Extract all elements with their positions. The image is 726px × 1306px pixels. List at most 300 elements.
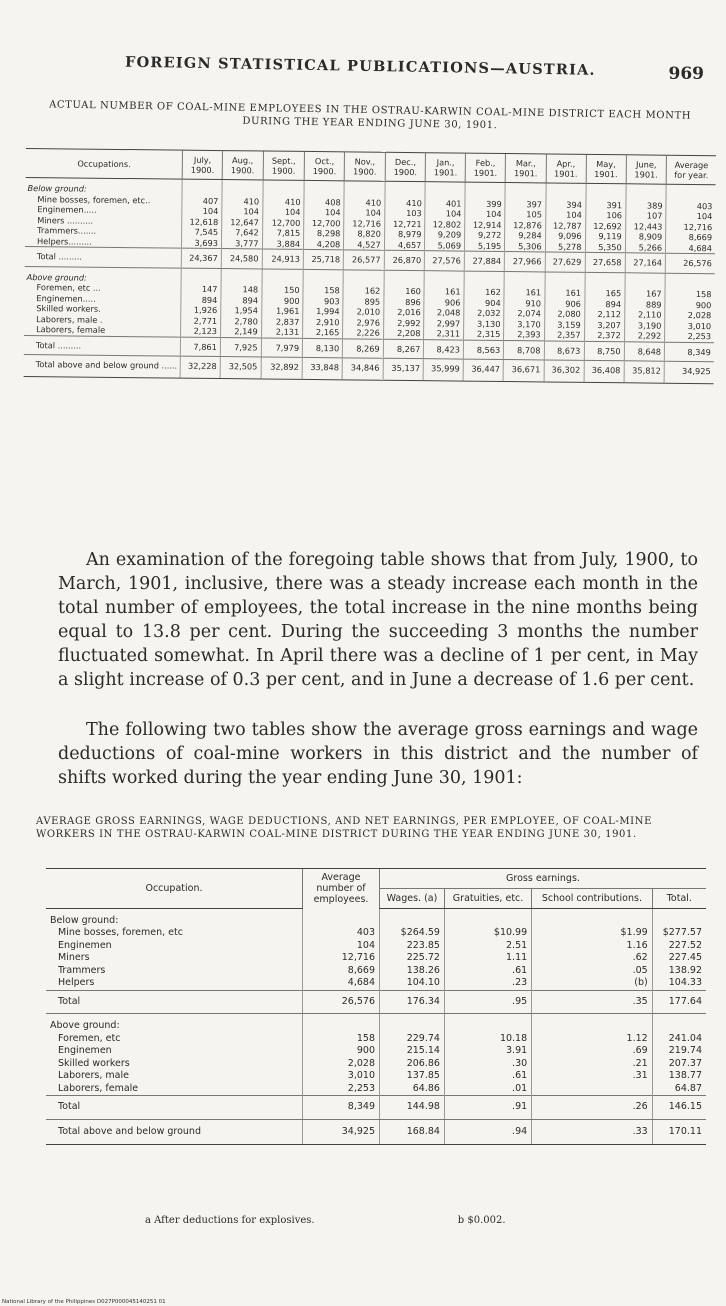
table1-cell: 12,716 (344, 218, 385, 229)
table1-cell: 2,028 (665, 310, 714, 321)
table2-cell: 3,010 (303, 1070, 380, 1083)
table1-cell: 104 (262, 206, 304, 217)
table1-cell: 8,648 (624, 341, 665, 361)
table1-cell: 2,010 (343, 306, 384, 317)
table2-row-label: Helpers (58, 977, 95, 988)
table1-cell: 2,149 (220, 326, 261, 337)
table2-row-label: Laborers, male (58, 1070, 129, 1081)
table1-cell: 2,253 (665, 331, 714, 343)
table1-header-cell: Feb., 1901. (465, 153, 506, 182)
table1-cell: 8,130 (302, 338, 342, 358)
table1-cell (505, 183, 545, 199)
table1-cell: 150 (262, 284, 304, 295)
table2-cell: $10.99 (444, 927, 531, 940)
table2-cell: 104 (303, 940, 380, 953)
table1-cell: 36,447 (463, 359, 503, 381)
table2-cell: $1.99 (532, 927, 653, 940)
table2-section-row (46, 908, 706, 927)
table1-cell: 1,994 (303, 306, 343, 317)
table1-cell: 12,618 (182, 216, 222, 227)
table1-cell: 8,820 (344, 228, 385, 239)
table2-cell: 225.72 (380, 952, 445, 965)
table1-cell: 24,367 (182, 248, 222, 268)
table1-cell: 161 (545, 287, 585, 298)
table1-cell: 147 (181, 284, 221, 295)
table1-cell: 2,074 (504, 308, 544, 319)
table1-cell: 36,408 (584, 360, 624, 382)
table1-header-cell: Aug., 1900. (222, 151, 263, 180)
table1-cell: 2,311 (424, 328, 464, 339)
table2-cell: 207.37 (652, 1058, 706, 1071)
table2-cell: 158 (303, 1033, 380, 1046)
table2-cell (303, 1014, 380, 1033)
table1-cell: 12,787 (545, 220, 585, 231)
table1-cell: 8,267 (383, 339, 424, 359)
table2-header-gross: Gross earnings. (380, 869, 707, 889)
table1-cell: 161 (424, 286, 464, 297)
table1-cell: 160 (384, 286, 425, 297)
table1-cell: 9,284 (505, 230, 545, 241)
table1-header-cell: Nov., 1900. (344, 152, 385, 181)
table2-cell (444, 908, 531, 927)
table1-cell: 2,910 (303, 316, 343, 327)
table1-cell: 161 (504, 287, 544, 298)
table1-cell: 7,979 (261, 337, 303, 357)
table1-cell (424, 270, 464, 286)
table2-header-gratuities: Gratuities, etc. (444, 888, 531, 908)
table2-cell: 403 (303, 927, 380, 940)
table1-cell: 104 (666, 211, 715, 222)
table1-title: ACTUAL NUMBER OF COAL-MINE EMPLOYEES IN THE OSTRAU-KARWIN COAL-MINE DISTRICT EACH MONTH DURING THE YEAR ENDING JUNE 30, 1901. (49, 99, 692, 132)
table2-cell: .31 (532, 1070, 653, 1083)
table2-cell: 104.33 (652, 977, 706, 990)
table2-header-occupation: Occupation. (46, 869, 303, 909)
table2-row-label: Enginemen (58, 939, 112, 951)
table1-cell: 407 (182, 195, 222, 206)
table1-cell (585, 272, 625, 288)
table1-cell: 104 (182, 206, 222, 217)
table1-cell: 894 (181, 294, 221, 305)
table1-cell: 27,576 (425, 251, 465, 271)
table1-cell: 24,913 (262, 249, 304, 269)
table2-row (46, 1058, 706, 1071)
employees-by-month-table (24, 148, 716, 384)
table1-cell: 27,629 (545, 252, 585, 272)
table2-cell (380, 1014, 445, 1033)
table1-cell: 32,892 (261, 357, 303, 379)
table2-cell: 1.11 (444, 952, 531, 965)
table1-cell: 889 (625, 299, 666, 310)
table1-cell (384, 270, 425, 286)
table2-cell: .94 (444, 1119, 531, 1145)
table2-section-label: Below ground: (50, 914, 119, 926)
table1-cell: 3,207 (584, 319, 624, 330)
table1-cell: 5,350 (585, 241, 625, 252)
table1-row-label: Laborers, female (36, 324, 106, 335)
table1-cell (262, 268, 304, 284)
table1-header-cell: Dec., 1900. (385, 152, 426, 181)
table1-cell: 3,170 (504, 319, 544, 330)
table1-cell: 8,563 (463, 340, 503, 360)
table2-cell: 138.77 (652, 1070, 706, 1083)
table1-cell: 8,708 (504, 340, 544, 360)
table1-section-label: Above ground: (26, 271, 87, 283)
table2-cell: 8,349 (303, 1096, 380, 1120)
table1-cell (425, 182, 465, 198)
table1-cell: 2,048 (424, 307, 464, 318)
table1-cell: 391 (585, 199, 625, 210)
table2-row-label: Total above and below ground (46, 1119, 303, 1145)
table1-cell (625, 272, 666, 288)
table2-row (46, 1119, 706, 1145)
table2-cell: .05 (532, 965, 653, 978)
table2-cell: 241.04 (652, 1033, 706, 1046)
table2-row (46, 1045, 706, 1058)
table1-cell (263, 180, 305, 196)
table2-row (46, 1096, 706, 1120)
table1-cell: 2,372 (584, 330, 624, 341)
table1-cell: 8,673 (544, 340, 584, 360)
table1-cell: 3,159 (544, 319, 584, 330)
table2-cell (532, 1083, 653, 1096)
table1-cell: 104 (465, 209, 505, 220)
table1-row-label: Helpers......... (36, 235, 92, 247)
table1-cell: 399 (465, 198, 505, 209)
table1-cell: 33,848 (302, 357, 342, 379)
table2-cell: .61 (444, 965, 531, 978)
table2-cell: 177.64 (652, 990, 706, 1014)
table1-cell: 36,302 (544, 360, 584, 382)
table2-section-row (46, 1014, 706, 1033)
table1-row-label: Total ......... (25, 246, 182, 267)
table2-cell: (b) (532, 977, 653, 990)
table1-cell (343, 269, 384, 285)
table1-cell: 895 (343, 296, 384, 307)
table2-cell: .69 (532, 1045, 653, 1058)
table2-row (46, 1070, 706, 1083)
table1-cell: 165 (584, 288, 624, 299)
table2-row (46, 990, 706, 1014)
table2-cell: 3.91 (444, 1045, 531, 1058)
table2-section-label: Above ground: (50, 1020, 120, 1031)
table1-cell: 2,357 (544, 329, 584, 340)
table1-cell: 8,298 (304, 228, 344, 239)
table2-cell: 144.98 (380, 1096, 445, 1120)
table1-cell: 35,137 (383, 358, 424, 380)
table2-cell: 223.85 (380, 940, 445, 953)
table1-cell: 24,580 (221, 249, 262, 269)
footnotes (145, 1215, 645, 1226)
table2-cell: 138.92 (652, 965, 706, 978)
table2-header-total: Total. (652, 888, 706, 908)
table1-cell: 27,884 (464, 251, 504, 271)
library-watermark: National Library of the Philippines D027P000045140251 01 (2, 1299, 166, 1305)
table1-row-label: Laborers, male . (36, 313, 103, 325)
table1-cell: 7,861 (181, 337, 221, 357)
table1-cell: 7,545 (182, 227, 222, 238)
table1-cell: 5,306 (505, 241, 545, 252)
table1-cell: 12,700 (262, 217, 304, 228)
table2-cell: .26 (532, 1096, 653, 1120)
table2-cell (532, 908, 653, 927)
table1-row-label: Foremen, etc ... (36, 282, 101, 293)
paragraph: The following two tables show the average gross earnings and wage deductions of coal-mine workers in this district and the number of shifts worked during the year ending June 30, 1901: (58, 720, 698, 788)
table1-cell: 2,315 (464, 329, 504, 340)
table1-cell: 401 (425, 198, 465, 209)
table1-cell: 35,999 (423, 359, 463, 381)
table2-cell: $264.59 (380, 927, 445, 940)
table2-row (46, 977, 706, 990)
table2-cell: 229.74 (380, 1033, 445, 1046)
table1-header-cell: Average for year. (666, 155, 716, 185)
table1-cell (385, 181, 426, 197)
table1-cell (182, 268, 222, 284)
table2-cell: 104.10 (380, 977, 445, 990)
table1-cell: 3,693 (182, 237, 222, 248)
table1-cell: 1,961 (261, 305, 303, 316)
table1-row-label: Mine bosses, foremen, etc.. (37, 193, 151, 205)
table1-cell: 8,349 (664, 342, 714, 362)
table1-cell: 2,780 (221, 316, 262, 327)
table1-cell: 148 (221, 284, 262, 295)
table1-header-cell: Sept., 1900. (263, 151, 305, 180)
table1-cell: 32,228 (181, 356, 221, 378)
table2-cell (303, 908, 380, 927)
table1-cell: 2,292 (624, 330, 665, 341)
table1-cell: 158 (303, 285, 343, 296)
table1-cell (504, 271, 544, 287)
table1-cell: 2,208 (383, 328, 424, 339)
table2-row-label: Miners (58, 952, 90, 963)
table1-cell: 8,909 (625, 231, 666, 242)
table2-row (46, 927, 706, 940)
table2-cell: 138.26 (380, 965, 445, 978)
table2-row (46, 952, 706, 965)
table1-cell: 32,505 (220, 357, 261, 379)
table1-row-label: Enginemen..... (37, 204, 97, 215)
table1-cell: 2,771 (181, 315, 221, 326)
table1-header-cell: July, 1900. (183, 150, 223, 179)
table2-cell: 8,669 (303, 965, 380, 978)
table1-cell: 894 (221, 295, 262, 306)
table1-cell: 167 (625, 288, 666, 299)
table1-cell: 904 (464, 297, 504, 308)
table1-cell: 12,914 (465, 219, 505, 230)
table2-cell (444, 1014, 531, 1033)
table1-cell (465, 182, 505, 198)
table1-cell: 3,777 (221, 238, 262, 249)
table2-cell: 10.18 (444, 1033, 531, 1046)
table2-cell: 2,253 (303, 1083, 380, 1096)
table2-cell: .23 (444, 977, 531, 990)
table1-cell: 410 (263, 196, 305, 207)
table1-cell (546, 183, 586, 199)
table2-cell (652, 1014, 706, 1033)
table1-cell: 4,684 (666, 242, 715, 254)
table2-header-row (46, 869, 706, 889)
table1-cell: 403 (666, 200, 715, 211)
table1-cell: 4,527 (344, 239, 385, 250)
table1-cell: 3,010 (665, 320, 714, 331)
table1-cell: 2,131 (261, 326, 303, 337)
table1-cell: 35,812 (624, 361, 665, 383)
table1-cell: 27,966 (505, 252, 545, 272)
table1-cell: 107 (625, 210, 666, 221)
table1-cell: 5,195 (465, 240, 505, 251)
table1-cell: 103 (385, 208, 426, 219)
table1-cell: 105 (505, 209, 545, 220)
table2-row (46, 940, 706, 953)
table2-header-avg: Average number of employees. (303, 869, 380, 909)
table1-cell: 1,926 (181, 305, 221, 316)
table2-row (46, 1083, 706, 1096)
table2-header-wages: Wages. (a) (380, 888, 445, 908)
table1-cell: 410 (385, 197, 426, 208)
table1-row-label: Total above and below ground ...... (24, 354, 181, 377)
table1-cell (304, 180, 344, 196)
table2-title: AVERAGE GROSS EARNINGS, WAGE DEDUCTIONS, AND NET EARNINGS, PER EMPLOYEE, OF COAL-MINE WORKERS IN THE OSTRAU-KARWIN COAL-MINE DISTRICT DURING THE YEAR ENDING JUNE 30, 1901. (36, 816, 652, 840)
table1-row-label: Miners .......... (37, 214, 94, 226)
table2-row (46, 1033, 706, 1046)
table1-header-cell: Apr., 1901. (546, 154, 586, 183)
table1-cell: 3,130 (464, 318, 504, 329)
table2-cell: 1.12 (532, 1033, 653, 1046)
table2-cell: 12,716 (303, 952, 380, 965)
table2-row-label: Total (46, 990, 303, 1014)
table2-cell: .01 (444, 1083, 531, 1096)
table2-row-label: Skilled workers (58, 1057, 130, 1069)
table2-cell: 219.74 (652, 1045, 706, 1058)
table2-cell: .62 (532, 952, 653, 965)
table1-cell: 26,576 (665, 253, 715, 273)
table1-cell: 8,979 (384, 229, 425, 240)
table1-header-cell: May, 1901. (586, 154, 626, 183)
table1-cell: 34,846 (342, 358, 383, 380)
table1-cell (221, 268, 262, 284)
table1-cell: 2,165 (303, 327, 343, 338)
table1-cell: 2,016 (384, 307, 425, 318)
table1-cell: 3,884 (262, 238, 304, 249)
earnings-table (46, 868, 706, 1145)
table2-cell: .33 (532, 1119, 653, 1145)
table1-cell: 104 (344, 207, 385, 218)
table1-cell: 906 (544, 298, 584, 309)
table1-cell: 9,272 (465, 230, 505, 241)
table1-cell: 4,657 (384, 239, 425, 250)
table1-cell (222, 180, 263, 196)
table1-cell: 896 (384, 296, 425, 307)
table1-cell: 12,716 (666, 221, 715, 232)
table1-cell (464, 271, 504, 287)
table1-cell: 397 (505, 199, 545, 210)
table2-row-label: Laborers, female (58, 1082, 139, 1094)
table1-row-label: Skilled workers. (36, 303, 101, 314)
table1-row-label: Trammers....... (37, 225, 97, 236)
table2-cell: 170.11 (652, 1119, 706, 1145)
table1-cell: 3,190 (624, 320, 665, 331)
table1-cell: 7,815 (262, 227, 304, 238)
table1-cell: 36,671 (503, 360, 544, 382)
table1-header-cell: Mar., 1901. (505, 154, 546, 183)
table2-cell: 168.84 (380, 1119, 445, 1145)
table2-row-label: Enginemen (58, 1045, 112, 1056)
table2-cell: 64.87 (652, 1083, 706, 1096)
table2-cell: .30 (444, 1058, 531, 1071)
table1-cell: 8,269 (343, 338, 384, 358)
running-title: FOREIGN STATISTICAL PUBLICATIONS—AUSTRIA. (124, 53, 596, 79)
table2-cell: 146.15 (652, 1096, 706, 1120)
table2-header-school: School contributions. (532, 888, 653, 908)
table1-header-cell: Jan., 1901. (426, 153, 466, 182)
table1-cell: 162 (343, 285, 384, 296)
table2-cell: 1.16 (532, 940, 653, 953)
table2-cell: 64.86 (380, 1083, 445, 1096)
table2-cell: .91 (444, 1096, 531, 1120)
table1-cell (586, 183, 626, 199)
table2-cell: .95 (444, 990, 531, 1014)
table1-cell: 894 (584, 298, 624, 309)
table1-cell: 906 (424, 297, 464, 308)
table1-cell: 104 (304, 207, 344, 218)
table1-cell: 1,954 (221, 305, 262, 316)
table1-cell (545, 271, 585, 287)
table1-cell: 394 (545, 199, 585, 210)
table2-cell: 206.86 (380, 1058, 445, 1071)
table1-cell: 158 (665, 289, 714, 300)
table1-cell: 12,876 (505, 220, 545, 231)
table1-cell: 26,870 (384, 250, 425, 270)
table1-cell: 2,032 (464, 308, 504, 319)
table1-cell: 5,266 (625, 242, 666, 253)
table2-cell: 227.45 (652, 952, 706, 965)
table1-cell: 9,119 (585, 231, 625, 242)
table1-cell: 104 (545, 209, 585, 220)
footnote-b: b $0.002. (457, 1215, 506, 1226)
footnote-a: a After deductions for explosives. (145, 1215, 315, 1226)
table2-cell: 34,925 (303, 1119, 380, 1145)
table1-cell: 910 (504, 298, 544, 309)
table2-cell: 137.85 (380, 1070, 445, 1083)
table2-cell: 900 (303, 1045, 380, 1058)
table1-cell: 410 (344, 197, 385, 208)
table1-cell: 903 (303, 295, 343, 306)
page-number: 969 (668, 64, 704, 84)
table1-row-label: Total ......... (24, 335, 181, 356)
table1-cell: 2,123 (181, 326, 221, 337)
table1-cell: 106 (585, 210, 625, 221)
table1-header-cell: Occupations. (26, 148, 183, 179)
table1-cell: 104 (222, 206, 263, 217)
table2-cell: 26,576 (303, 990, 380, 1014)
table2-row-label: Foremen, etc (58, 1032, 121, 1044)
table1-cell: 408 (304, 196, 344, 207)
table2-cell: $277.57 (652, 927, 706, 940)
table1-row-label: Enginemen..... (36, 292, 96, 304)
table1-cell (666, 184, 716, 201)
table1-cell: 2,393 (504, 329, 544, 340)
table1-header-cell: June, 1901. (626, 155, 667, 184)
table1-cell: 8,750 (584, 341, 624, 361)
table1-cell: 4,208 (304, 238, 344, 249)
table1-cell: 2,226 (343, 327, 384, 338)
table2-cell: 2,028 (303, 1058, 380, 1071)
table1-cell: 25,718 (303, 249, 343, 269)
table1-cell: 2,997 (424, 318, 464, 329)
table2-cell (532, 1014, 653, 1033)
table1-cell: 8,423 (424, 339, 464, 359)
table2-cell: 227.52 (652, 940, 706, 953)
table2-cell: 215.14 (380, 1045, 445, 1058)
